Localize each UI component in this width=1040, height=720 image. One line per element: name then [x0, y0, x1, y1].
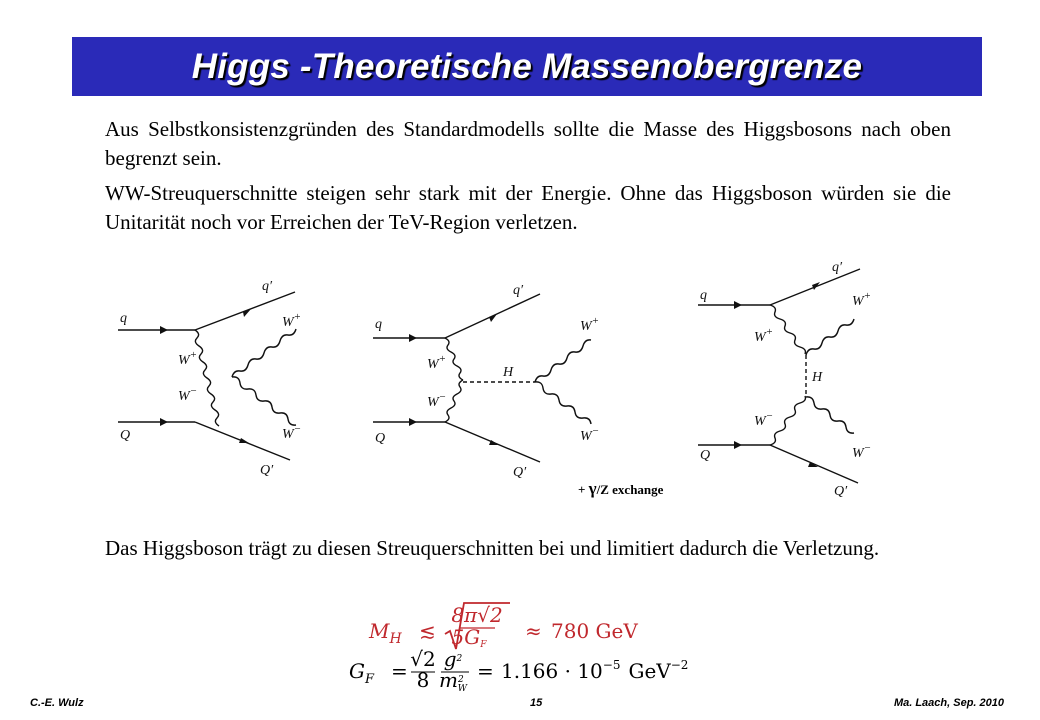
mh-symbol: $M_H$ [369, 619, 402, 647]
label-w-plus-int: W+ [754, 326, 774, 345]
label-H: H [503, 365, 514, 380]
exchange-suffix: /Z exchange [596, 482, 664, 497]
label-Q: Q [120, 428, 131, 443]
mh-value: 780 GeV [551, 619, 638, 643]
label-Q-prime: Q′ [834, 484, 848, 499]
sqrt-numerator: 8π√2 [451, 603, 503, 627]
feynman-diagram-higgs-horizontal [365, 272, 625, 482]
slide-title: Higgs -Theoretische Massenobergrenze [191, 46, 863, 86]
gamma-z-exchange-note [578, 479, 663, 499]
label-w-plus-out: W+ [580, 315, 600, 334]
label-q: q [375, 317, 382, 332]
gf-symbol: $G_F$ [349, 659, 375, 687]
less-approx-symbol: ≲ [419, 619, 436, 643]
label-q-prime: q′ [513, 283, 524, 298]
label-w-minus-out: W− [852, 442, 872, 461]
label-w-minus-int: W− [754, 410, 774, 429]
label-Q-prime: Q′ [260, 463, 274, 478]
label-w-plus-int: W+ [178, 349, 198, 368]
gf-equals-2: = [477, 659, 494, 683]
feynman-diagram-crossed [110, 272, 330, 482]
gf-value: $1.166 \cdot 10^{-5}$ GeV$^{-2}$ [501, 658, 689, 683]
paragraph-ww-streuung: WW-Streuquerschnitte steigen sehr stark mit der Energie. Ohne das Higgsboson würden sie die Unitarität noch vor Erreichen der TeV-Region verletzen. [105, 181, 951, 234]
label-q: q [120, 311, 127, 326]
paragraph-higgs-beitrag: Das Higgsboson trägt zu diesen Streuquerschnitten bei und limitiert dadurch die Verletzung. [105, 536, 880, 560]
label-w-minus-out: W− [282, 423, 302, 442]
label-w-plus-int: W+ [427, 353, 447, 372]
footer-event-date: Ma. Laach, Sep. 2010 [893, 697, 1004, 709]
title-bar [72, 37, 982, 96]
label-Q: Q [375, 431, 386, 446]
footer-page-number: 15 [530, 697, 543, 709]
label-w-minus-out: W− [580, 425, 600, 444]
fermi-constant-formula [345, 647, 689, 698]
frac2-num: $g^2$ [443, 647, 463, 671]
label-q: q [700, 288, 707, 303]
label-w-minus-int: W− [178, 385, 198, 404]
label-w-plus-out: W+ [852, 290, 872, 309]
label-Q-prime: Q′ [513, 465, 527, 480]
gamma-symbol: γ [588, 479, 597, 498]
sqrt-denominator: 5GF [451, 625, 487, 650]
label-q-prime: q′ [262, 279, 273, 294]
label-w-plus-out: W+ [282, 311, 302, 330]
exchange-prefix: + [578, 482, 589, 497]
paragraph-selbstkonsistenz: Aus Selbstkonsistenzgründen des Standardmodells sollte die Masse des Higgsbosons nach oben begrenzt sein. [105, 117, 951, 170]
approx-symbol: ≈ [525, 619, 542, 643]
label-q-prime: q′ [832, 260, 843, 275]
frac1-den: 8 [416, 668, 430, 692]
label-H: H [812, 370, 823, 385]
feynman-diagram-higgs-vertical [690, 255, 900, 500]
label-Q: Q [700, 448, 711, 463]
gf-equals: = [391, 659, 408, 683]
frac2-den: $m^2$ W [439, 668, 467, 694]
frac1-num: √2 [410, 647, 436, 671]
footer-author: C.-E. Wulz [30, 697, 84, 709]
label-w-minus-int: W− [427, 391, 447, 410]
